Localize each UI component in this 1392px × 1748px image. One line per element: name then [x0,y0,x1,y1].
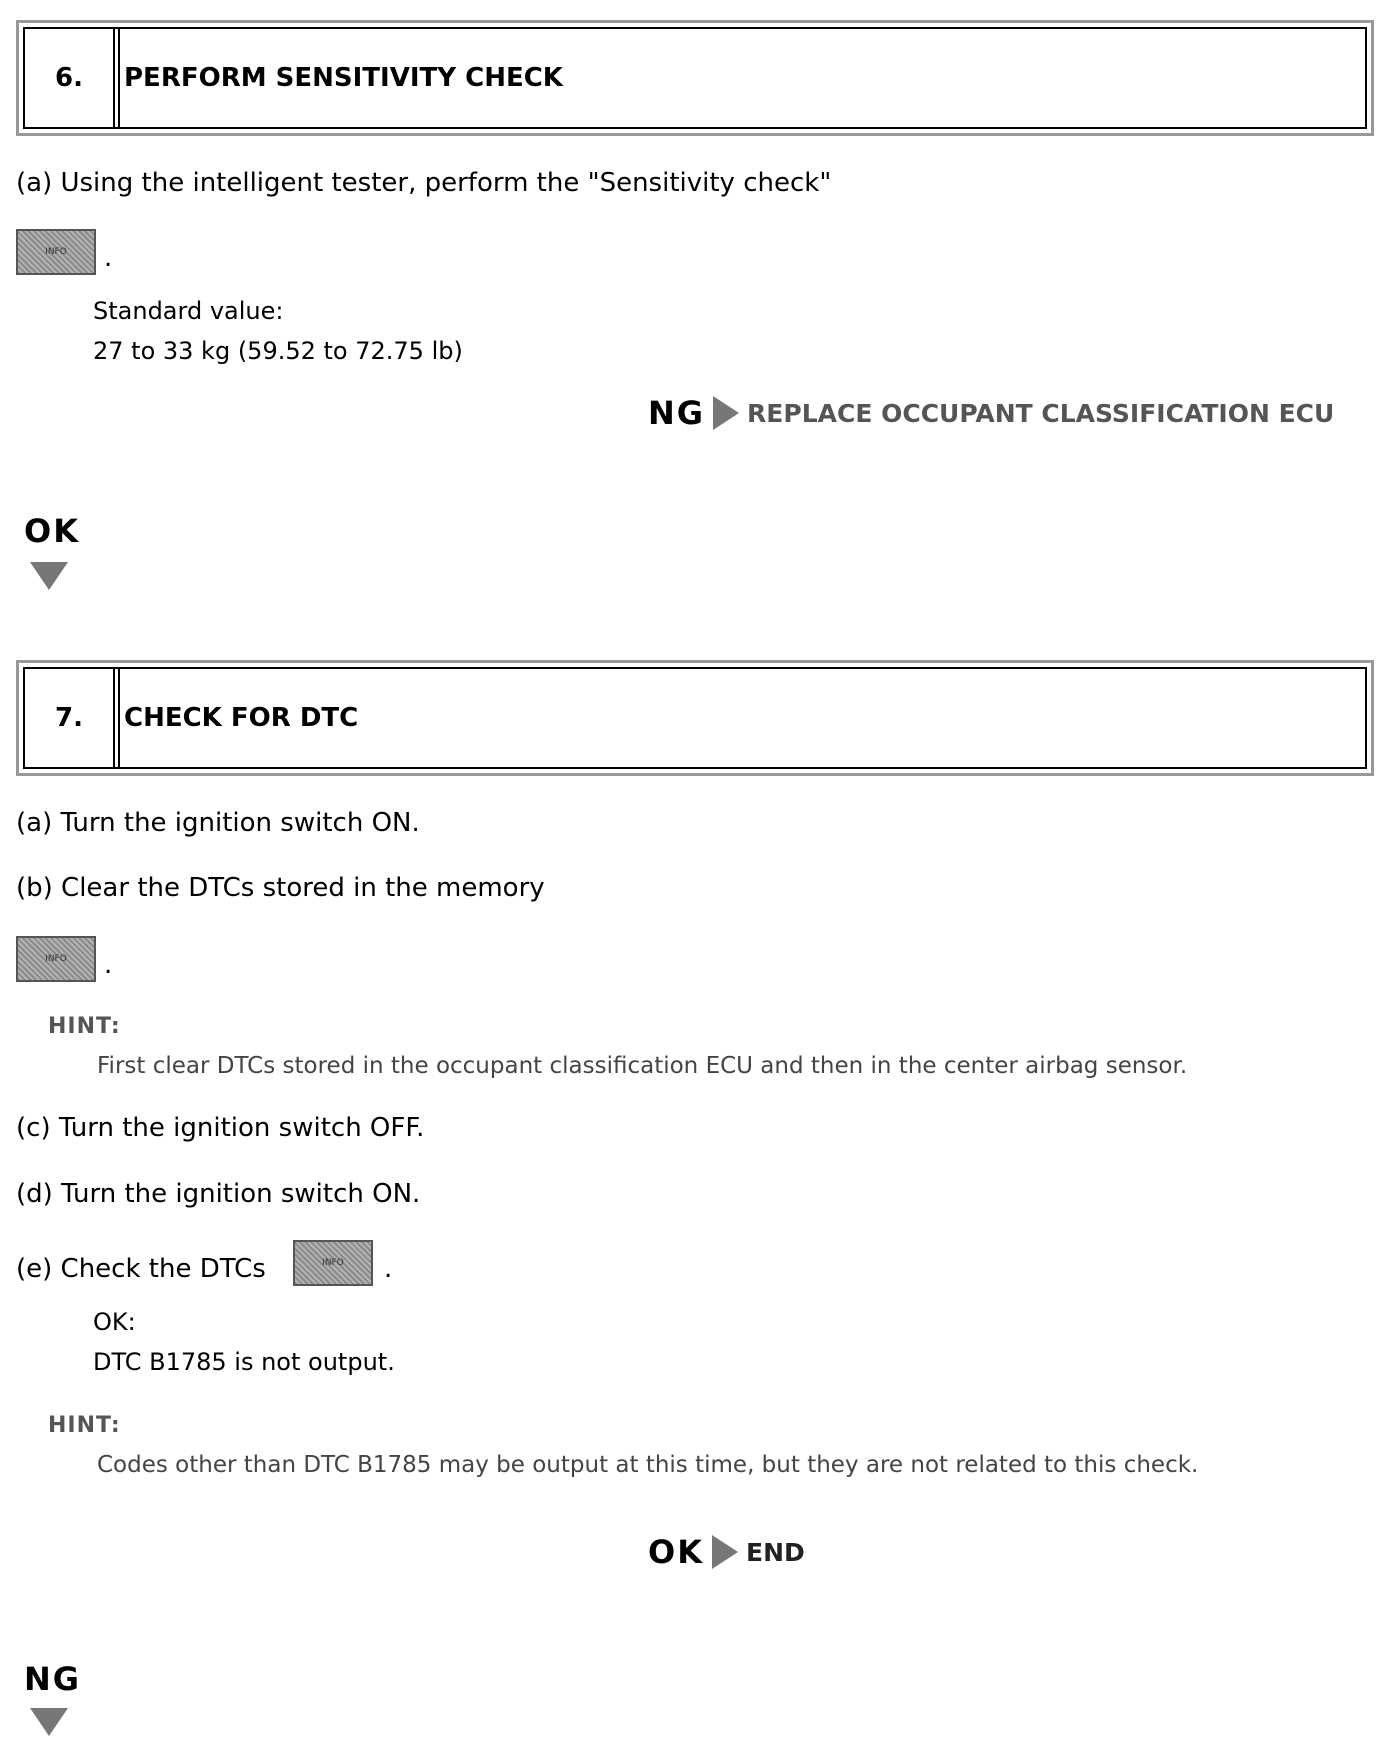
hint-text: Codes other than DTC B1785 may be output at this time, but they are not related to this check. [97,1452,1199,1478]
step-7-instruction-d: (d) Turn the ignition switch ON. [16,1179,421,1209]
period: . [104,243,113,273]
arrow-down-icon [30,1708,68,1736]
ng-result [648,394,1334,432]
arrow-right-icon [712,1535,738,1569]
step-6-instruction-a: (a) Using the intelligent tester, perform the "Sensitivity check" [16,168,832,198]
step-7-instruction-a: (a) Turn the ignition switch ON. [16,808,420,838]
ok-result [648,1533,805,1571]
info-button[interactable] [293,1240,373,1286]
step-7-instruction-e: (e) Check the DTCs [16,1254,266,1284]
step-title: PERFORM SENSITIVITY CHECK [124,63,563,93]
hint-label: HINT: [48,1014,121,1039]
ng-code: NG [648,394,706,432]
ok-flow-label: OK [24,512,80,550]
ok-criteria-label: OK: [93,1308,136,1336]
info-button-label: INFO [322,1258,344,1268]
info-button[interactable] [16,936,96,982]
step-7-instruction-c: (c) Turn the ignition switch OFF. [16,1113,425,1143]
info-button[interactable] [16,229,96,275]
info-button-label: INFO [45,954,67,964]
step-7-instruction-b: (b) Clear the DTCs stored in the memory [16,873,545,903]
step-number: 7. [25,669,115,767]
standard-value: 27 to 33 kg (59.52 to 72.75 lb) [93,337,463,365]
period: . [384,1254,393,1284]
ng-action-link[interactable]: REPLACE OCCUPANT CLASSIFICATION ECU [747,398,1335,428]
ng-flow-label: NG [24,1660,82,1698]
arrow-right-icon [713,396,739,430]
info-button-label: INFO [45,247,67,257]
step-7-header [16,660,1374,776]
ok-criteria-value: DTC B1785 is not output. [93,1348,395,1376]
period: . [104,950,113,980]
standard-value-label: Standard value: [93,297,284,325]
arrow-down-icon [30,562,68,590]
step-number: 6. [25,29,115,127]
step-6-header [16,20,1374,136]
hint-text: First clear DTCs stored in the occupant classification ECU and then in the center airbag sensor. [97,1053,1188,1079]
step-title: CHECK FOR DTC [124,703,359,733]
hint-label: HINT: [48,1413,121,1438]
ok-action-link[interactable]: END [746,1537,805,1567]
ok-code: OK [648,1533,704,1571]
